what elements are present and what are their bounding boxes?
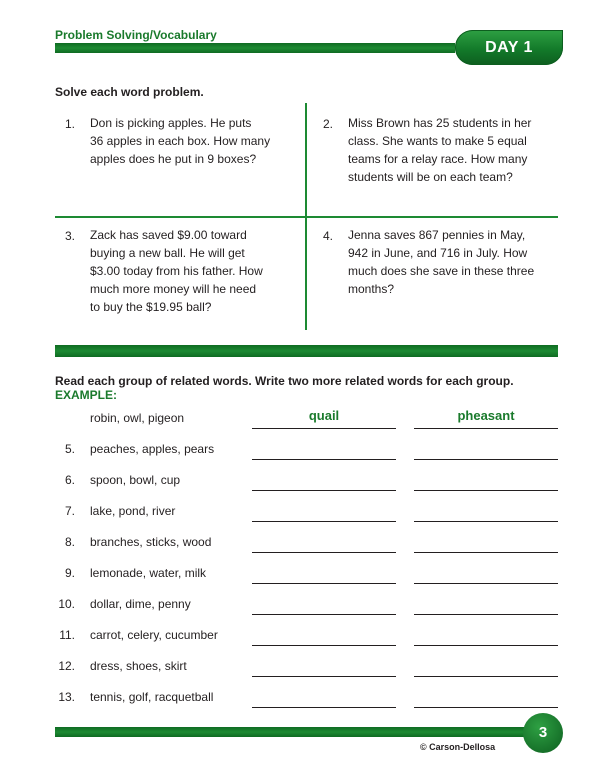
problem-number: 1. (64, 117, 75, 131)
answer-blank[interactable] (252, 490, 396, 491)
vocabulary-instruction: Read each group of related words. Write two more related words for each group. (55, 374, 514, 388)
problem-line: months? (348, 282, 395, 296)
header-bar (55, 43, 455, 53)
answer-blank[interactable] (252, 459, 396, 460)
answer-line (252, 428, 396, 429)
answer-blank[interactable] (252, 645, 396, 646)
answer-blank[interactable] (252, 707, 396, 708)
answer-blank[interactable] (252, 676, 396, 677)
list-item (55, 659, 558, 679)
answer-blank[interactable] (414, 521, 558, 522)
page-number-badge (523, 713, 563, 753)
word-group: robin, owl, pigeon (90, 411, 185, 425)
problem-line: class. She wants to make 5 equal (348, 134, 527, 148)
section-title: Problem Solving/Vocabulary (55, 28, 217, 42)
list-item (55, 566, 558, 586)
example-answer: pheasant (457, 408, 515, 423)
problem-line: Miss Brown has 25 students in her (348, 116, 532, 130)
item-number: 13. (58, 690, 75, 704)
item-number: 9. (64, 566, 75, 580)
word-group: tennis, golf, racquetball (90, 690, 214, 704)
list-item (55, 597, 558, 617)
copyright: © Carson-Dellosa (420, 742, 496, 752)
word-group: lake, pond, river (90, 504, 176, 518)
item-number: 10. (58, 597, 75, 611)
word-group: peaches, apples, pears (90, 442, 215, 456)
list-item (55, 628, 558, 648)
problem-line: to buy the $19.95 ball? (90, 300, 212, 314)
item-number: 8. (64, 535, 75, 549)
problem-number: 2. (322, 117, 333, 131)
problem-text (90, 114, 270, 168)
problem-line: students will be on each team? (348, 170, 513, 184)
item-number: 11. (59, 628, 75, 642)
problem-number: 4. (322, 229, 333, 243)
list-item (55, 535, 558, 555)
item-number: 7. (64, 504, 75, 518)
answer-blank[interactable] (414, 676, 558, 677)
day-badge (455, 30, 563, 65)
answer-blank[interactable] (414, 459, 558, 460)
problem-number: 3. (64, 229, 75, 243)
item-number: 6. (64, 473, 75, 487)
problem-line: teams for a relay race. How many (348, 152, 528, 166)
answer-blank[interactable] (252, 521, 396, 522)
problem-line: Don is picking apples. He puts (90, 116, 252, 130)
word-group: spoon, bowl, cup (90, 473, 181, 487)
problem-text (348, 226, 534, 298)
answer-line (414, 428, 558, 429)
problem-text (90, 226, 263, 316)
item-number: 12. (58, 659, 75, 673)
problem-line: much does she save in these three (348, 264, 535, 278)
footer-bar (55, 727, 530, 737)
problem-line: $3.00 today from his father. How (90, 264, 263, 278)
page-number: 3 (538, 724, 548, 741)
word-group: lemonade, water, milk (90, 566, 207, 580)
item-number: 5. (64, 442, 75, 456)
grid-horizontal-divider (55, 216, 558, 218)
problem-line: Zack has saved $9.00 toward (90, 228, 247, 242)
example-answer: quail (308, 408, 340, 423)
answer-blank[interactable] (414, 490, 558, 491)
section-divider-bar (55, 345, 558, 357)
answer-blank[interactable] (414, 707, 558, 708)
example-row (55, 408, 558, 431)
example-label: EXAMPLE: (55, 388, 118, 402)
day-label: DAY 1 (485, 39, 533, 56)
list-item (55, 690, 558, 710)
answer-blank[interactable] (252, 552, 396, 553)
problem-line: much more money will he need (90, 282, 257, 296)
list-item (55, 442, 558, 462)
word-group: dress, shoes, skirt (90, 659, 187, 673)
word-group: carrot, celery, cucumber (90, 628, 218, 642)
problem-line: 942 in June, and 716 in July. How (348, 246, 528, 260)
answer-blank[interactable] (252, 614, 396, 615)
word-group: dollar, dime, penny (90, 597, 191, 611)
answer-blank[interactable] (414, 552, 558, 553)
problem-text (348, 114, 531, 186)
answer-blank[interactable] (414, 614, 558, 615)
answer-blank[interactable] (414, 645, 558, 646)
problem-line: buying a new ball. He will get (90, 246, 245, 260)
problem-line: Jenna saves 867 pennies in May, (348, 228, 526, 242)
answer-blank[interactable] (252, 583, 396, 584)
problem-line: apples does he put in 9 boxes? (90, 152, 257, 166)
word-group: branches, sticks, wood (90, 535, 212, 549)
list-item (55, 473, 558, 493)
answer-blank[interactable] (414, 583, 558, 584)
list-item (55, 504, 558, 524)
problem-line: 36 apples in each box. How many (90, 134, 271, 148)
word-problem-instruction: Solve each word problem. (55, 85, 204, 99)
